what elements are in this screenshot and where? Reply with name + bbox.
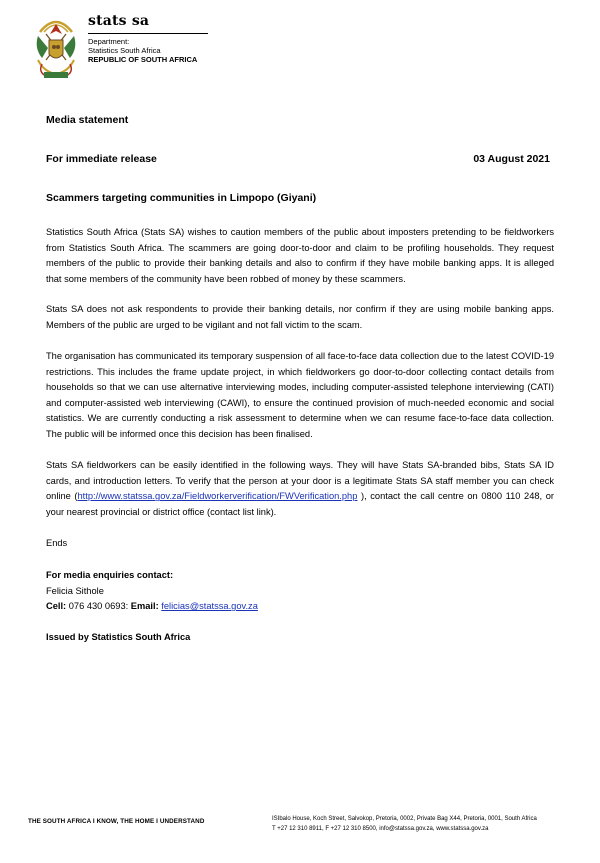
letterhead (30, 12, 230, 82)
issued-by: Issued by Statistics South Africa (46, 632, 191, 642)
contact-name: Felicia Sithole (46, 585, 104, 596)
ends-label: Ends (46, 538, 68, 548)
brand-name: stats sa (88, 13, 150, 29)
footer-slogan: THE SOUTH AFRICA I KNOW, THE HOME I UNDERSTAND (28, 818, 205, 825)
media-contact-block (46, 568, 258, 615)
paragraph-1: Statistics South Africa (Stats SA) wishes to caution members of the public about imposters pretending to be fieldworkers from Statistics South Africa. The scammers are going door-to-door and claim to be profiling households. They request members of the public to provide their banking details and also to confirm if they have mobile banking apps. It is alleged that some members of the community have been robbed of money by these scammers. (46, 227, 554, 284)
release-date: 03 August 2021 (473, 153, 550, 165)
footer-address-line-2: T +27 12 310 8911, F +27 12 310 8500, info@statssa.gov.za, www.statssa.gov.za (272, 825, 489, 832)
footer-address-line-1: ISIbalo House, Koch Street, Salvokop, Pretoria, 0002, Private Bag X44, Pretoria, 0001, South Africa (272, 816, 537, 822)
brand-block (88, 12, 238, 64)
paragraph-4-text-before: Stats SA fieldworkers can be easily identified in the following ways. They will have Stats SA-branded bibs, Stats SA ID cards, and introduction letters. To verify that the person at your door is a legitimate Stats SA staff member you can check online ( (46, 460, 554, 502)
dept-line-3: REPUBLIC OF SOUTH AFRICA (88, 55, 198, 64)
cell-label: Cell: (46, 601, 67, 612)
footer-address (272, 815, 592, 834)
paragraph-2: Stats SA does not ask respondents to provide their banking details, nor confirm if they are using mobile banking apps. Members of the public are urged to be vigilant and not fall victim to the scam. (46, 304, 554, 330)
coat-of-arms-icon (30, 14, 82, 80)
release-row (46, 153, 550, 165)
email-label: Email: (130, 601, 159, 612)
release-label: For immediate release (46, 153, 157, 165)
contact-email-link[interactable]: felicias@statssa.gov.za (161, 601, 258, 612)
cell-number: 076 430 0693: (66, 601, 131, 612)
paragraph-4-text-after: ), contact the call centre on 0800 110 248, or your nearest provincial or district office (contact list link). (46, 491, 554, 517)
dept-line-1: Department: (88, 37, 130, 46)
fieldworker-verification-link[interactable]: http://www.statssa.gov.za/Fieldworkerverification/FWVerification.php (77, 491, 358, 502)
document-title: Scammers targeting communities in Limpopo (Giyani) (46, 192, 317, 204)
dept-line-2: Statistics South Africa (88, 46, 161, 55)
paragraph-3: The organisation has communicated its temporary suspension of all face-to-face data collection due to the latest COVID-19 restrictions. This includes the frame update project, in which fieldworkers go door-to-door collecting contact details from households so that we can use alternative interviewing modes, including computer-assisted telephone interviewing (CATI) and computer-assisted web interviewing (CAWI), to ensure the continued provision of much-needed economic and social statistics. We are currently conducting a risk assessment to determine when we can resume face-to-face data collection. The public will be informed once this decision has been finalised. (46, 351, 554, 439)
brand-divider (88, 33, 208, 34)
contact-details (46, 599, 258, 615)
media-enquiries-label: For media enquiries contact: (46, 570, 174, 580)
paragraph-4 (46, 458, 554, 520)
document-type: Media statement (46, 114, 129, 126)
